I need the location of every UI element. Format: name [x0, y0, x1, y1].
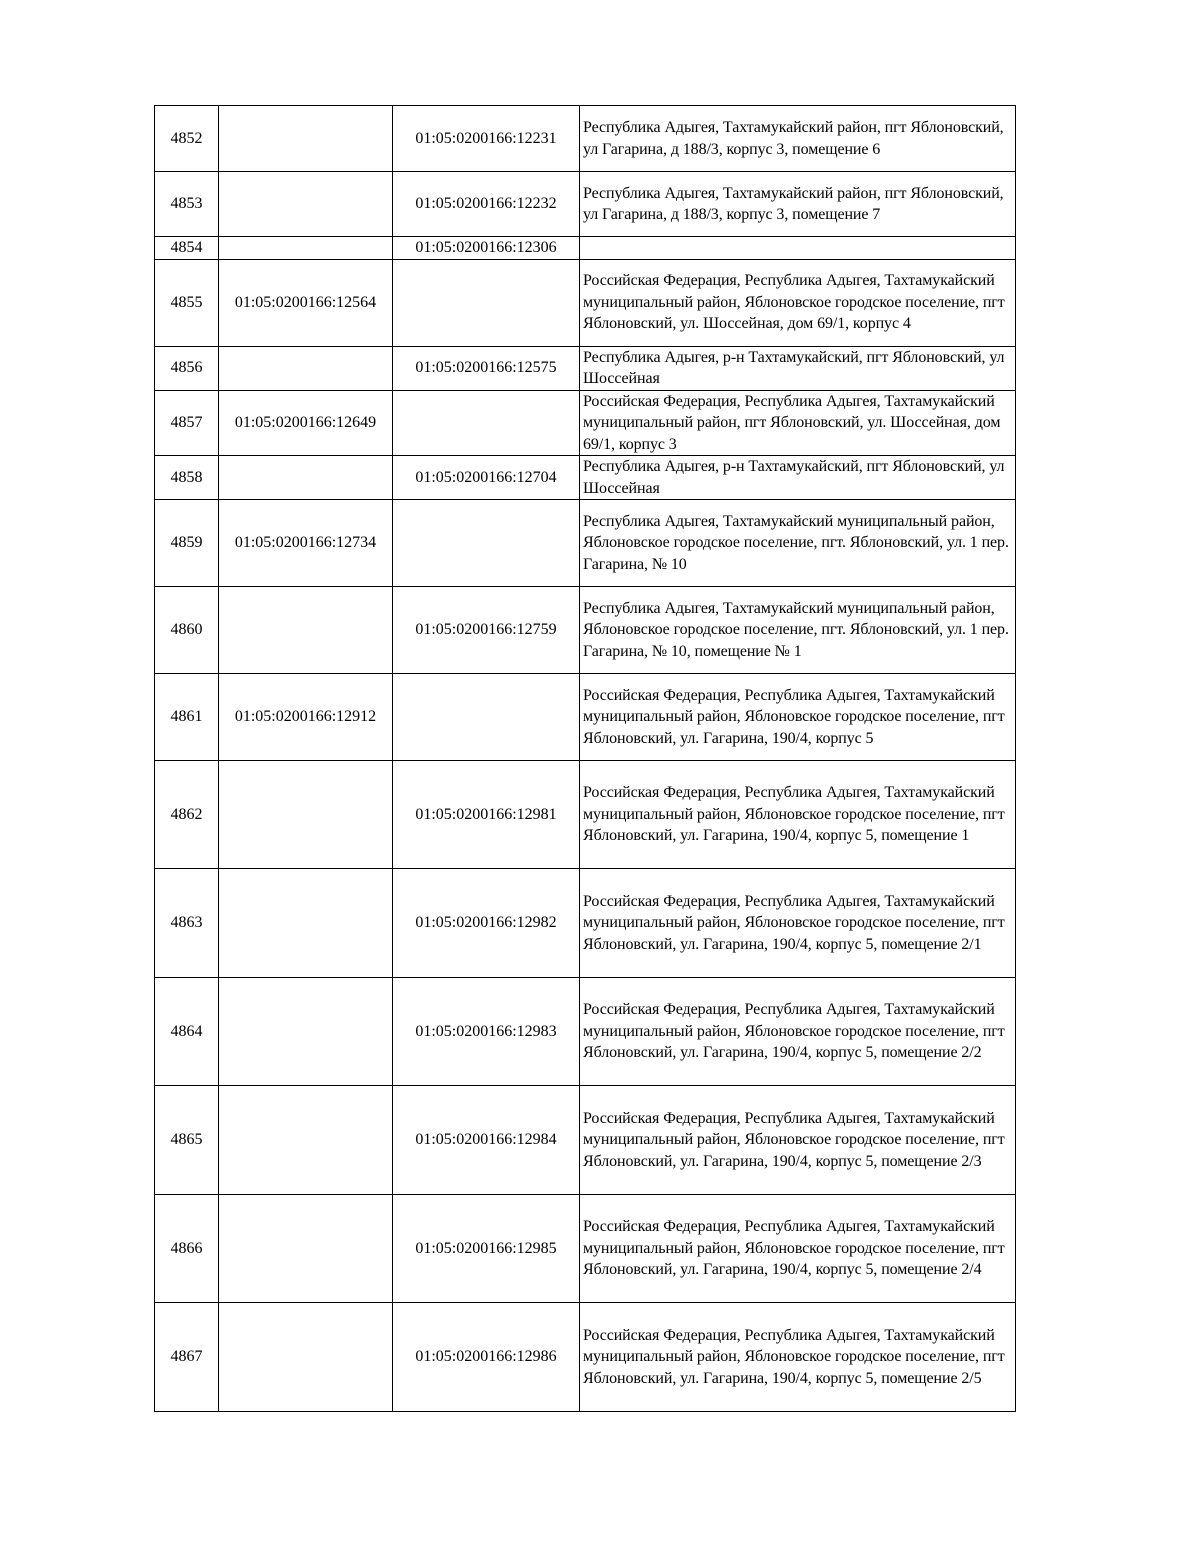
- address-cell: [580, 237, 1016, 260]
- row-number: 4852: [155, 106, 219, 172]
- cadastral-number-parent: [219, 172, 393, 237]
- table-row: [155, 346, 1016, 390]
- table-row: [155, 869, 1016, 978]
- cadastral-number: 01:05:0200166:12704: [393, 456, 580, 500]
- address-cell: Республика Адыгея, р-н Тахтамукайский, пгт Яблоновский, ул Шоссейная: [580, 346, 1016, 390]
- cadastral-number: [393, 259, 580, 346]
- table-row: [155, 978, 1016, 1086]
- cadastral-number-parent: [219, 587, 393, 674]
- cadastral-number: [393, 500, 580, 587]
- address-cell: Российская Федерация, Республика Адыгея, Тахтамукайский муниципальный район, Яблоновское городское поселение, пгт Яблоновский, ул. Гагарина, 190/4, корпус 5, помещение 2/4: [580, 1195, 1016, 1303]
- row-number: 4855: [155, 259, 219, 346]
- address-cell: Российская Федерация, Республика Адыгея, Тахтамукайский муниципальный район, Яблоновское городское поселение, пгт Яблоновский, ул. Гагарина, 190/4, корпус 5, помещение 2/2: [580, 978, 1016, 1086]
- cadastral-number-parent: [219, 1086, 393, 1195]
- row-number: 4857: [155, 390, 219, 456]
- address-cell: Российская Федерация, Республика Адыгея, Тахтамукайский муниципальный район, Яблоновское городское поселение, пгт Яблоновский, ул. Гагарина, 190/4, корпус 5, помещение 1: [580, 761, 1016, 869]
- cadastral-number: 01:05:0200166:12982: [393, 869, 580, 978]
- cadastral-number-parent: [219, 346, 393, 390]
- table-row: [155, 674, 1016, 761]
- address-cell: Российская Федерация, Республика Адыгея, Тахтамукайский муниципальный район, Яблоновское городское поселение, пгт Яблоновский, ул. Гагарина, 190/4, корпус 5, помещение 2/1: [580, 869, 1016, 978]
- table-row: [155, 237, 1016, 260]
- cadastral-number-parent: [219, 1195, 393, 1303]
- table-row: [155, 456, 1016, 500]
- table-row: [155, 1195, 1016, 1303]
- row-number: 4866: [155, 1195, 219, 1303]
- table-row: [155, 259, 1016, 346]
- address-cell: Российская Федерация, Республика Адыгея, Тахтамукайский муниципальный район, пгт Яблоновский, ул. Шоссейная, дом 69/1, корпус 3: [580, 390, 1016, 456]
- table-row: [155, 587, 1016, 674]
- cadastral-number-parent: 01:05:0200166:12734: [219, 500, 393, 587]
- row-number: 4865: [155, 1086, 219, 1195]
- cadastral-number: 01:05:0200166:12232: [393, 172, 580, 237]
- cadastral-number: 01:05:0200166:12986: [393, 1303, 580, 1412]
- cadastral-number-parent: [219, 869, 393, 978]
- table-row: [155, 1086, 1016, 1195]
- cadastral-number-parent: 01:05:0200166:12564: [219, 259, 393, 346]
- cadastral-number: 01:05:0200166:12984: [393, 1086, 580, 1195]
- table-row: [155, 172, 1016, 237]
- cadastral-number-parent: [219, 456, 393, 500]
- address-cell: Российская Федерация, Республика Адыгея, Тахтамукайский муниципальный район, Яблоновское городское поселение, пгт Яблоновский, ул. Шоссейная, дом 69/1, корпус 4: [580, 259, 1016, 346]
- row-number: 4867: [155, 1303, 219, 1412]
- table-row: [155, 1303, 1016, 1412]
- property-registry-table: [154, 105, 1016, 1412]
- table-row: [155, 390, 1016, 456]
- cadastral-number-parent: [219, 761, 393, 869]
- row-number: 4862: [155, 761, 219, 869]
- cadastral-number: 01:05:0200166:12759: [393, 587, 580, 674]
- cadastral-number: 01:05:0200166:12306: [393, 237, 580, 260]
- address-cell: Республика Адыгея, Тахтамукайский муниципальный район, Яблоновское городское поселение, пгт. Яблоновский, ул. 1 пер. Гагарина, № 10: [580, 500, 1016, 587]
- cadastral-number: 01:05:0200166:12231: [393, 106, 580, 172]
- cadastral-number: 01:05:0200166:12575: [393, 346, 580, 390]
- address-cell: Российская Федерация, Республика Адыгея, Тахтамукайский муниципальный район, Яблоновское городское поселение, пгт Яблоновский, ул. Гагарина, 190/4, корпус 5, помещение 2/5: [580, 1303, 1016, 1412]
- address-cell: Российская Федерация, Республика Адыгея, Тахтамукайский муниципальный район, Яблоновское городское поселение, пгт Яблоновский, ул. Гагарина, 190/4, корпус 5: [580, 674, 1016, 761]
- cadastral-number: [393, 674, 580, 761]
- cadastral-number-parent: [219, 978, 393, 1086]
- cadastral-number: 01:05:0200166:12983: [393, 978, 580, 1086]
- cadastral-number-parent: 01:05:0200166:12649: [219, 390, 393, 456]
- cadastral-number-parent: [219, 106, 393, 172]
- cadastral-number: [393, 390, 580, 456]
- cadastral-number-parent: [219, 237, 393, 260]
- row-number: 4860: [155, 587, 219, 674]
- row-number: 4856: [155, 346, 219, 390]
- table-row: [155, 761, 1016, 869]
- cadastral-number: 01:05:0200166:12981: [393, 761, 580, 869]
- address-cell: Российская Федерация, Республика Адыгея, Тахтамукайский муниципальный район, Яблоновское городское поселение, пгт Яблоновский, ул. Гагарина, 190/4, корпус 5, помещение 2/3: [580, 1086, 1016, 1195]
- table-row: [155, 106, 1016, 172]
- row-number: 4858: [155, 456, 219, 500]
- address-cell: Республика Адыгея, р-н Тахтамукайский, пгт Яблоновский, ул Шоссейная: [580, 456, 1016, 500]
- table-row: [155, 500, 1016, 587]
- cadastral-number: 01:05:0200166:12985: [393, 1195, 580, 1303]
- row-number: 4863: [155, 869, 219, 978]
- address-cell: Республика Адыгея, Тахтамукайский район, пгт Яблоновский, ул Гагарина, д 188/3, корпус 3, помещение 7: [580, 172, 1016, 237]
- row-number: 4859: [155, 500, 219, 587]
- address-cell: Республика Адыгея, Тахтамукайский муниципальный район, Яблоновское городское поселение, пгт. Яблоновский, ул. 1 пер. Гагарина, № 10, помещение № 1: [580, 587, 1016, 674]
- row-number: 4861: [155, 674, 219, 761]
- cadastral-number-parent: [219, 1303, 393, 1412]
- row-number: 4853: [155, 172, 219, 237]
- cadastral-number-parent: 01:05:0200166:12912: [219, 674, 393, 761]
- row-number: 4864: [155, 978, 219, 1086]
- row-number: 4854: [155, 237, 219, 260]
- address-cell: Республика Адыгея, Тахтамукайский район, пгт Яблоновский, ул Гагарина, д 188/3, корпус 3, помещение 6: [580, 106, 1016, 172]
